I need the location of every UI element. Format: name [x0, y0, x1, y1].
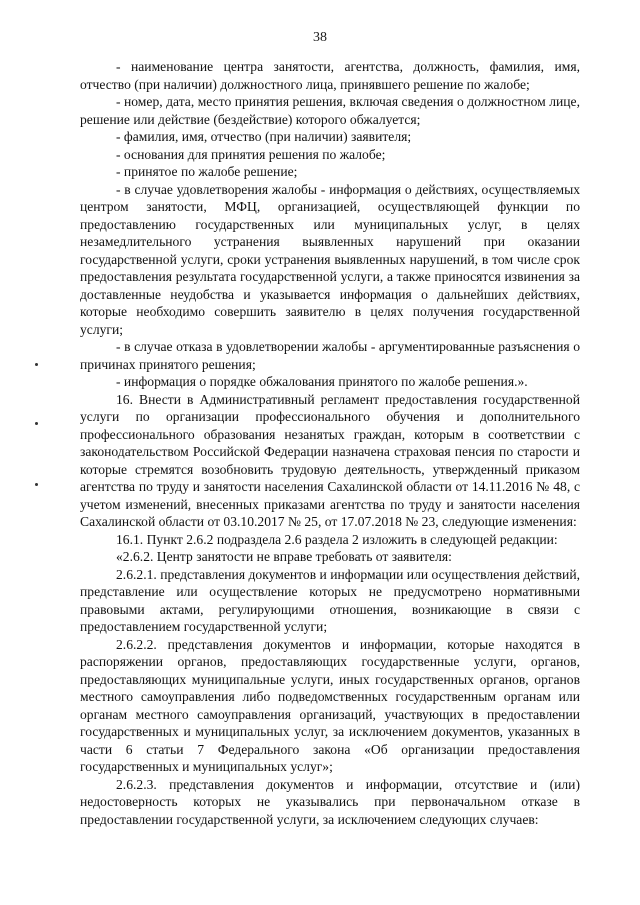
clause-2-6-2: «2.6.2. Центр занятости не вправе требовать от заявителя:: [116, 549, 452, 564]
scan-mark-2: [35, 422, 38, 425]
list-item-decision-details: - номер, дата, место принятия решения, включая сведения о должностном лице, решение или действие (бездействие) которого обжалуется;: [80, 94, 580, 127]
scan-mark-1: [35, 363, 38, 366]
clause-2-6-2-3: 2.6.2.3. представления документов и информации, отсутствие и (или) недостоверность которых не указывались при первоначальном отказе в предоставлении государственной услуги, за исключением следующих случаев:: [80, 776, 580, 827]
page-number: 38: [313, 30, 327, 45]
list-item-decision: - принятое по жалобе решение;: [116, 164, 298, 179]
list-item-appeal-procedure: - информация о порядке обжалования принятого по жалобе решения.».: [116, 374, 528, 389]
clause-16: 16. Внести в Административный регламент предоставления государственной услуги по организации профессионального обучения и дополнительного профессионального образования незанятых граждан, которым в соответствии с законодательством Российской Федерации назначена страховая пенсия по старости и которые стремятся возобновить трудовую деятельность, утвержденный приказом агентства по труду и занятости населения Сахалинской области от 14.11.2016 № 48, с учетом изменений, внесенных приказами агентства по труду и занятости населения Сахалинской области от 03.10.2017 № 25, от 17.07.2018 № 23, следующие изменения:: [80, 391, 580, 529]
list-item-applicant-name: - фамилия, имя, отчество (при наличии) заявителя;: [116, 129, 412, 144]
clause-2-6-2-2: 2.6.2.2. представления документов и информации, которые находятся в распоряжении органов, предоставляющих государственные услуги, органов, предоставляющих муниципальные услуги, иных государственных органов, органов местного самоуправления либо подведомственных государственным органам или органам местного самоуправления организаций, участвующих в предоставлении государственных и муниципальных услуг, за исключением документов, указанных в части 6 статьи 7 Федерального закона «Об организации предоставления государственных и муниципальных услуг»;: [80, 636, 580, 774]
clause-16-1: 16.1. Пункт 2.6.2 подраздела 2.6 раздела 2 изложить в следующей редакции:: [116, 531, 558, 547]
list-item-grounds: - основания для принятия решения по жалобе;: [116, 146, 386, 162]
list-item-center-name: - наименование центра занятости, агентства, должность, фамилия, имя, отчество (при наличии) должностного лица, принявшего решение по жалобе;: [80, 59, 580, 92]
list-item-satisfaction-case: - в случае удовлетворения жалобы - информация о действиях, осуществляемых центром занятости, МФЦ, организацией, осуществляющей функции по предоставлению государственных или муниципальных услуг, в целях незамедлительного устранения выявленных нарушений при оказании государственной услуги, сроки устранения выявленных нарушений, в том числе срок предоставления результата государственной услуги, а также приносятся извинения за доставленные неудобства и указывается информация о дальнейших действиях, которые необходимо совершить заявителю в целях получения государственной услуги;: [80, 181, 580, 337]
document-body: [80, 58, 580, 828]
clause-2-6-2-1: 2.6.2.1. представления документов и информации или осуществления действий, представление или осуществление которых не предусмотрено нормативными правовыми актами, регулирующими отношения, возникающие в связи с предоставлением государственной услуги;: [80, 566, 580, 634]
list-item-refusal-case: - в случае отказа в удовлетворении жалобы - аргументированные разъяснения о причинах принятого решения;: [80, 339, 580, 372]
scan-mark-3: [35, 483, 38, 486]
